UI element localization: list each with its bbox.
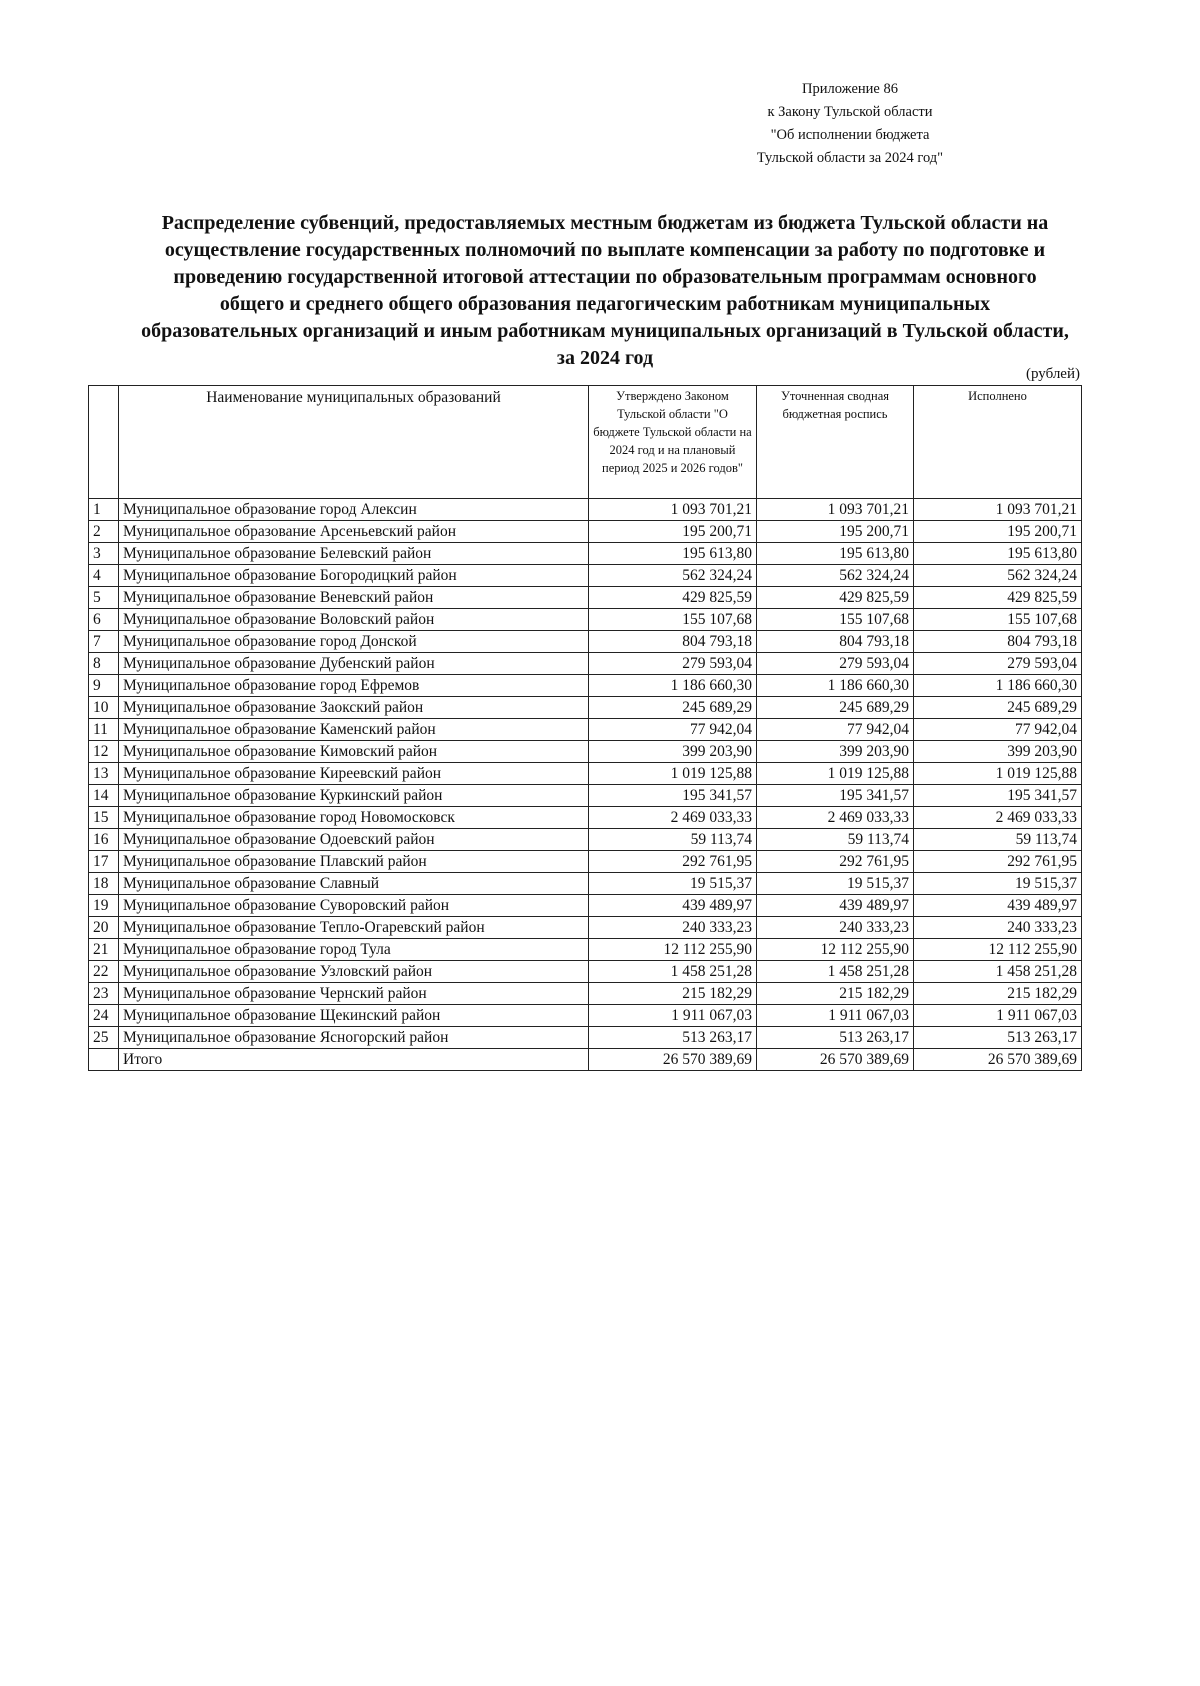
- row-name: Муниципальное образование Одоевский район: [119, 829, 589, 851]
- row-name: Муниципальное образование Воловский район: [119, 609, 589, 631]
- row-number: 3: [89, 543, 119, 565]
- row-number: 16: [89, 829, 119, 851]
- row-name: Муниципальное образование Веневский район: [119, 587, 589, 609]
- row-executed: 215 182,29: [914, 983, 1082, 1005]
- row-approved: 1 458 251,28: [589, 961, 757, 983]
- annex-line-2: к Закону Тульской области: [767, 104, 933, 120]
- row-revised: 1 019 125,88: [757, 763, 914, 785]
- row-revised: 279 593,04: [757, 653, 914, 675]
- row-executed: 1 911 067,03: [914, 1005, 1082, 1027]
- row-executed: 292 761,95: [914, 851, 1082, 873]
- row-revised: 804 793,18: [757, 631, 914, 653]
- row-number: 6: [89, 609, 119, 631]
- row-executed: 77 942,04: [914, 719, 1082, 741]
- row-number: 7: [89, 631, 119, 653]
- row-number: 12: [89, 741, 119, 763]
- row-executed: 399 203,90: [914, 741, 1082, 763]
- table-row: [89, 609, 1082, 631]
- row-executed: 279 593,04: [914, 653, 1082, 675]
- table-row: [89, 631, 1082, 653]
- row-approved: 1 186 660,30: [589, 675, 757, 697]
- total-label: Итого: [119, 1049, 589, 1071]
- row-executed: 562 324,24: [914, 565, 1082, 587]
- row-number: 17: [89, 851, 119, 873]
- table-row: [89, 829, 1082, 851]
- row-executed: 1 458 251,28: [914, 961, 1082, 983]
- title-line-6: за 2024 год: [556, 347, 654, 369]
- table-row: [89, 851, 1082, 873]
- title-line-5: образовательных организаций и иным работникам муниципальных организаций в Тульской области,: [141, 320, 1069, 342]
- table-row: [89, 895, 1082, 917]
- row-number: 15: [89, 807, 119, 829]
- row-executed: 195 341,57: [914, 785, 1082, 807]
- row-revised: 1 458 251,28: [757, 961, 914, 983]
- row-revised: 195 341,57: [757, 785, 914, 807]
- table-row: [89, 499, 1082, 521]
- row-approved: 279 593,04: [589, 653, 757, 675]
- row-revised: 292 761,95: [757, 851, 914, 873]
- row-revised: 195 613,80: [757, 543, 914, 565]
- row-approved: 19 515,37: [589, 873, 757, 895]
- row-approved: 195 200,71: [589, 521, 757, 543]
- row-revised: 215 182,29: [757, 983, 914, 1005]
- row-name: Муниципальное образование город Алексин: [119, 499, 589, 521]
- annex-note: [700, 78, 1000, 170]
- row-approved: 562 324,24: [589, 565, 757, 587]
- row-number: 20: [89, 917, 119, 939]
- row-approved: 155 107,68: [589, 609, 757, 631]
- row-number: 24: [89, 1005, 119, 1027]
- row-number: 5: [89, 587, 119, 609]
- row-number: 8: [89, 653, 119, 675]
- row-name: Муниципальное образование Тепло-Огаревский район: [119, 917, 589, 939]
- row-number: 13: [89, 763, 119, 785]
- row-approved: 195 341,57: [589, 785, 757, 807]
- row-number: 18: [89, 873, 119, 895]
- table-row: [89, 719, 1082, 741]
- row-name: Муниципальное образование Кимовский район: [119, 741, 589, 763]
- table-header-row: [89, 386, 1082, 499]
- row-executed: 240 333,23: [914, 917, 1082, 939]
- table-row: [89, 983, 1082, 1005]
- row-executed: 804 793,18: [914, 631, 1082, 653]
- row-approved: 215 182,29: [589, 983, 757, 1005]
- units-label: (рублей): [1025, 366, 1080, 382]
- table-row: [89, 939, 1082, 961]
- row-approved: 77 942,04: [589, 719, 757, 741]
- total-executed: 26 570 389,69: [914, 1049, 1082, 1071]
- row-approved: 804 793,18: [589, 631, 757, 653]
- row-name: Муниципальное образование Дубенский район: [119, 653, 589, 675]
- header-name: Наименование муниципальных образований: [119, 386, 589, 499]
- table-row: [89, 785, 1082, 807]
- table-row: [89, 1005, 1082, 1027]
- row-approved: 429 825,59: [589, 587, 757, 609]
- row-name: Муниципальное образование Киреевский район: [119, 763, 589, 785]
- annex-line-1: Приложение 86: [802, 81, 898, 97]
- header-revised: Уточненная сводная бюджетная роспись: [757, 386, 914, 499]
- row-name: Муниципальное образование город Новомосковск: [119, 807, 589, 829]
- row-executed: 513 263,17: [914, 1027, 1082, 1049]
- row-executed: 59 113,74: [914, 829, 1082, 851]
- header-num: [89, 386, 119, 499]
- annex-line-4: Тульской области за 2024 год": [756, 150, 944, 166]
- row-approved: 59 113,74: [589, 829, 757, 851]
- table-row: [89, 873, 1082, 895]
- table-row: [89, 565, 1082, 587]
- subsidy-table: [88, 385, 1082, 1071]
- row-approved: 439 489,97: [589, 895, 757, 917]
- row-executed: 245 689,29: [914, 697, 1082, 719]
- row-approved: 513 263,17: [589, 1027, 757, 1049]
- row-revised: 240 333,23: [757, 917, 914, 939]
- row-approved: 292 761,95: [589, 851, 757, 873]
- row-revised: 1 093 701,21: [757, 499, 914, 521]
- table-row: [89, 807, 1082, 829]
- row-executed: 429 825,59: [914, 587, 1082, 609]
- row-revised: 155 107,68: [757, 609, 914, 631]
- row-revised: 19 515,37: [757, 873, 914, 895]
- row-revised: 195 200,71: [757, 521, 914, 543]
- annex-line-3: "Об исполнении бюджета: [770, 127, 930, 143]
- row-revised: 1 186 660,30: [757, 675, 914, 697]
- table-row: [89, 741, 1082, 763]
- table-row: [89, 763, 1082, 785]
- row-revised: 429 825,59: [757, 587, 914, 609]
- row-name: Муниципальное образование Щекинский район: [119, 1005, 589, 1027]
- total-approved: 26 570 389,69: [589, 1049, 757, 1071]
- row-executed: 1 019 125,88: [914, 763, 1082, 785]
- row-approved: 399 203,90: [589, 741, 757, 763]
- row-approved: 1 093 701,21: [589, 499, 757, 521]
- title-line-3: проведению государственной итоговой аттестации по образовательным программам основного: [173, 266, 1037, 288]
- row-revised: 77 942,04: [757, 719, 914, 741]
- row-name: Муниципальное образование Чернский район: [119, 983, 589, 1005]
- row-executed: 19 515,37: [914, 873, 1082, 895]
- row-approved: 240 333,23: [589, 917, 757, 939]
- row-revised: 1 911 067,03: [757, 1005, 914, 1027]
- row-name: Муниципальное образование город Ефремов: [119, 675, 589, 697]
- row-executed: 195 613,80: [914, 543, 1082, 565]
- title-line-4: общего и среднего общего образования педагогическим работникам муниципальных: [219, 293, 991, 315]
- row-number: 10: [89, 697, 119, 719]
- total-num: [89, 1049, 119, 1071]
- row-approved: 195 613,80: [589, 543, 757, 565]
- row-number: 9: [89, 675, 119, 697]
- row-name: Муниципальное образование Белевский район: [119, 543, 589, 565]
- row-name: Муниципальное образование Куркинский район: [119, 785, 589, 807]
- table-row: [89, 587, 1082, 609]
- row-name: Муниципальное образование Суворовский район: [119, 895, 589, 917]
- table-row: [89, 961, 1082, 983]
- table-row: [89, 675, 1082, 697]
- row-executed: 2 469 033,33: [914, 807, 1082, 829]
- row-number: 14: [89, 785, 119, 807]
- title-line-2: осуществление государственных полномочий по выплате компенсации за работу по подготовке и: [164, 239, 1046, 261]
- row-number: 4: [89, 565, 119, 587]
- row-name: Муниципальное образование город Тула: [119, 939, 589, 961]
- row-approved: 2 469 033,33: [589, 807, 757, 829]
- row-name: Муниципальное образование Каменский район: [119, 719, 589, 741]
- row-number: 23: [89, 983, 119, 1005]
- row-revised: 399 203,90: [757, 741, 914, 763]
- row-name: Муниципальное образование Ясногорский район: [119, 1027, 589, 1049]
- row-name: Муниципальное образование Богородицкий район: [119, 565, 589, 587]
- row-executed: 12 112 255,90: [914, 939, 1082, 961]
- row-approved: 245 689,29: [589, 697, 757, 719]
- row-name: Муниципальное образование Арсеньевский район: [119, 521, 589, 543]
- row-number: 19: [89, 895, 119, 917]
- header-executed: Исполнено: [914, 386, 1082, 499]
- header-approved: Утверждено Законом Тульской области "О бюджете Тульской области на 2024 год и на плановый период 2025 и 2026 годов": [589, 386, 757, 499]
- row-revised: 245 689,29: [757, 697, 914, 719]
- row-name: Муниципальное образование Плавский район: [119, 851, 589, 873]
- table-row: [89, 1027, 1082, 1049]
- table-row: [89, 697, 1082, 719]
- row-executed: 1 186 660,30: [914, 675, 1082, 697]
- table-row: [89, 521, 1082, 543]
- table-row: [89, 653, 1082, 675]
- row-revised: 59 113,74: [757, 829, 914, 851]
- total-row: [89, 1049, 1082, 1071]
- row-revised: 562 324,24: [757, 565, 914, 587]
- row-number: 21: [89, 939, 119, 961]
- row-executed: 439 489,97: [914, 895, 1082, 917]
- row-number: 11: [89, 719, 119, 741]
- row-number: 2: [89, 521, 119, 543]
- table-body: [89, 499, 1082, 1049]
- row-name: Муниципальное образование Заокский район: [119, 697, 589, 719]
- row-name: Муниципальное образование город Донской: [119, 631, 589, 653]
- row-name: Муниципальное образование Славный: [119, 873, 589, 895]
- row-approved: 1 019 125,88: [589, 763, 757, 785]
- document-title: [80, 210, 1130, 372]
- row-revised: 2 469 033,33: [757, 807, 914, 829]
- row-executed: 195 200,71: [914, 521, 1082, 543]
- row-revised: 513 263,17: [757, 1027, 914, 1049]
- row-executed: 1 093 701,21: [914, 499, 1082, 521]
- row-approved: 12 112 255,90: [589, 939, 757, 961]
- total-revised: 26 570 389,69: [757, 1049, 914, 1071]
- row-executed: 155 107,68: [914, 609, 1082, 631]
- row-approved: 1 911 067,03: [589, 1005, 757, 1027]
- row-number: 22: [89, 961, 119, 983]
- table-row: [89, 543, 1082, 565]
- table-row: [89, 917, 1082, 939]
- row-number: 25: [89, 1027, 119, 1049]
- row-revised: 439 489,97: [757, 895, 914, 917]
- title-line-1: Распределение субвенций, предоставляемых местным бюджетам из бюджета Тульской области на: [161, 212, 1049, 234]
- row-number: 1: [89, 499, 119, 521]
- row-revised: 12 112 255,90: [757, 939, 914, 961]
- row-name: Муниципальное образование Узловский район: [119, 961, 589, 983]
